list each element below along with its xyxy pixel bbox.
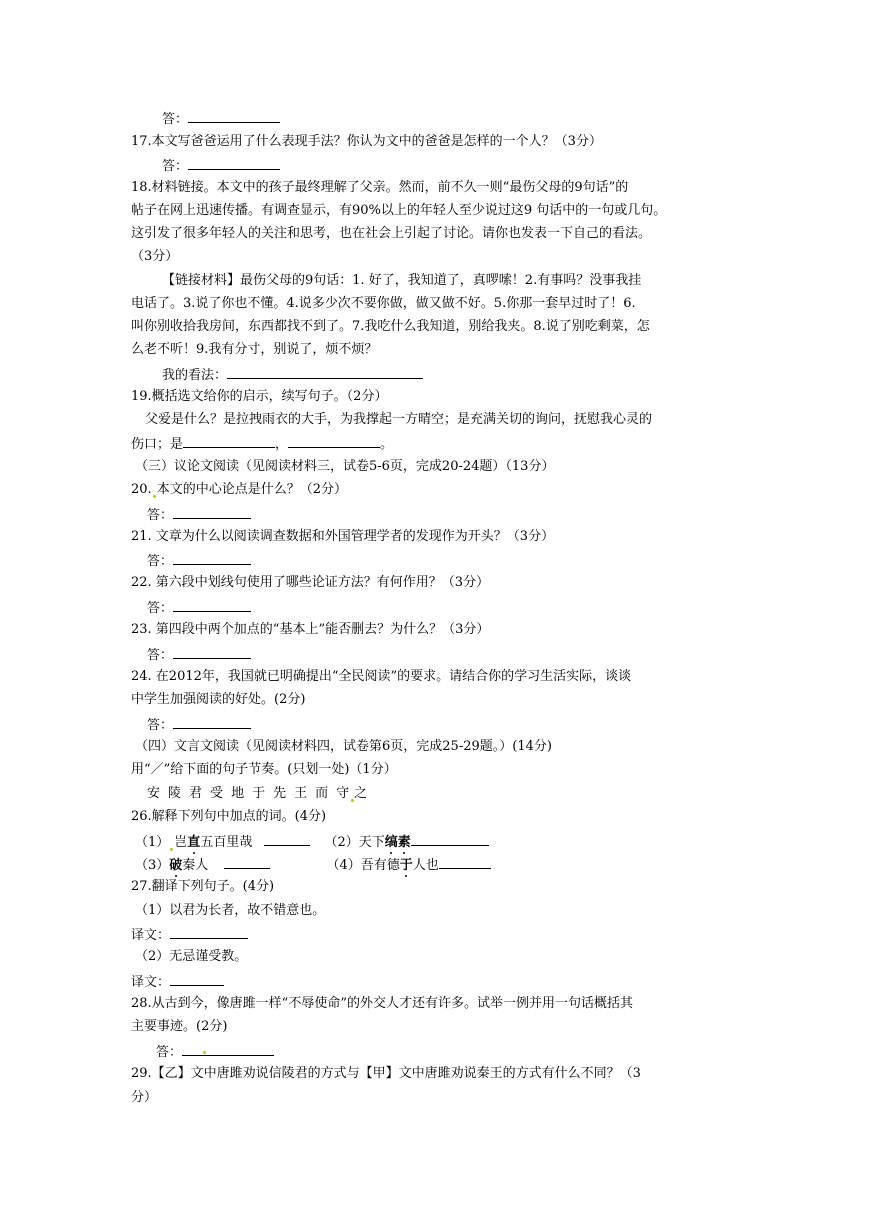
link-material-line-4: 么老不听！9.我有分寸，别说了，烦不烦？ (131, 342, 378, 357)
text-segment: 。 (380, 437, 394, 452)
item-label: （3） (135, 858, 170, 873)
answer-blank[interactable] (182, 1043, 274, 1056)
dotted-word: 直 (187, 835, 201, 850)
question-18-line-4: （3分） (131, 249, 179, 264)
answer-line-20 (147, 506, 251, 524)
answer-blank[interactable] (173, 506, 251, 519)
sentence-char[interactable]: 之 (354, 786, 368, 801)
answer-label: 答： (147, 648, 174, 663)
continuation-blank-1[interactable] (183, 435, 275, 448)
question-22: 22. 第六段中划线句使用了哪些论证方法？有何作用？（3分） (131, 575, 490, 590)
sentence-char[interactable]: 守 (336, 786, 350, 801)
dotted-word: 于 (399, 858, 413, 873)
answer-blank[interactable] (173, 599, 251, 612)
question-19: 19.概括选文给你的启示，续写句子。（2分） (131, 389, 388, 404)
sentence-char[interactable]: 王 (294, 786, 308, 801)
item-text: 岂 (174, 835, 188, 850)
answer-blank[interactable] (173, 716, 251, 729)
answer-blank[interactable] (439, 856, 491, 869)
section-3-heading: （三）议论文阅读（见阅读材料三，试卷5-6页，完成20-24题）（13分） (135, 459, 555, 474)
question-25: 用“／”给下面的句子节奏。(只划一处)（1分） (131, 762, 397, 777)
question-26-items-2 (135, 856, 491, 874)
section-4-heading: （四）文言文阅读（见阅读材料四，试卷第6页，完成25-29题。）(14分) (135, 739, 552, 754)
question-19-text-2 (131, 435, 393, 453)
link-material-line-3: 叫你别收拾我房间，东西都找不到了。7.我吃什么我知道，别给我夹。8.说了别吃剩菜，怎 (131, 319, 650, 334)
answer-blank[interactable] (188, 110, 280, 123)
answer-label: 答： (147, 508, 174, 523)
answer-label: 答： (162, 159, 189, 174)
translation-line-1 (131, 926, 248, 944)
item-label: （1） (135, 835, 170, 850)
question-text: 本文的中心论点是什么？（2分） (156, 482, 347, 497)
item-text: 人也 (412, 858, 439, 873)
link-material-line-1: 【链接材料】最伤父母的9句话：1. 好了，我知道了，真啰嗦！2.有事吗？没事我挂 (162, 273, 642, 288)
question-18-line-2: 帖子在网上迅速传播。有调查显示，有90%以上的年轻人至少说过这9 句话中的一句或几句。 (131, 203, 667, 218)
translation-line-2 (131, 973, 224, 991)
sentence-char[interactable]: 陵 (168, 786, 182, 801)
my-view-label: 我的看法： (162, 368, 228, 383)
sentence-char[interactable]: 而 (315, 786, 329, 801)
question-18-line-1: 18.材料链接。本文中的孩子最终理解了父亲。然而，前不久一则“最伤父母的9句话”的 (131, 180, 629, 195)
answer-blank[interactable] (188, 157, 280, 170)
dotted-word: 破 (169, 858, 183, 873)
answer-blank[interactable] (173, 646, 251, 659)
question-29-line-1: 29.【乙】文中唐雎劝说信陵君的方式与【甲】文中唐雎劝说秦王的方式有什么不同？（3 (131, 1066, 641, 1081)
question-19-text-1: 父爱是什么？是拉拽雨衣的大手，为我撑起一方晴空；是充满关切的询问，抚慰我心灵的 (145, 412, 653, 427)
sentence-char[interactable]: 地 (231, 786, 245, 801)
ink-speck (203, 1051, 206, 1054)
my-view-line (162, 366, 423, 384)
question-21: 21. 文章为什么以阅读调查数据和外国管理学者的发现作为开头？（3分） (131, 529, 555, 544)
translation-blank[interactable] (170, 926, 248, 939)
answer-blank[interactable] (264, 833, 310, 846)
my-view-blank[interactable] (227, 366, 423, 379)
question-number: 20. (131, 482, 152, 497)
answer-line-23 (147, 646, 251, 664)
question-24-line-2: 中学生加强阅读的好处。(2分) (131, 692, 306, 707)
question-28-line-1: 28.从古到今，像唐雎一样“不辱使命”的外交人才还有许多。试举一例并用一句话概括其 (131, 996, 633, 1011)
dotted-word: 缟 (384, 835, 398, 850)
translation-label: 译文： (131, 975, 171, 990)
ink-speck (170, 848, 173, 851)
answer-line-28 (156, 1043, 274, 1061)
rhythm-sentence (147, 786, 375, 802)
translation-label: 译文： (131, 928, 171, 943)
continuation-blank-2[interactable] (288, 435, 380, 448)
item-label: （2）天下 (324, 835, 385, 850)
answer-line-24 (147, 716, 251, 734)
sentence-char[interactable]: 于 (252, 786, 266, 801)
link-material-line-2: 电话了。3.说了你也不懂。4.说多少次不要你做，做又做不好。5.你那一套早过时了！6. (131, 296, 636, 311)
sentence-char[interactable]: 安 (147, 786, 161, 801)
translation-blank[interactable] (170, 973, 224, 986)
answer-line-22 (147, 599, 251, 617)
dotted-word: 素 (397, 835, 411, 850)
question-27-sentence-2: （2）无忌谨受教。 (135, 949, 248, 964)
ink-speck (153, 495, 156, 498)
answer-label: 答： (147, 601, 174, 616)
question-27: 27.翻译下列句子。(4分) (131, 879, 275, 894)
sentence-char[interactable]: 先 (273, 786, 287, 801)
answer-line-16 (162, 110, 280, 128)
question-24-line-1: 24. 在2012年，我国就已明确提出“全民阅读”的要求。请结合你的学习生活实际，谈谈 (131, 669, 632, 684)
item-text: 五百里哉 (200, 835, 253, 850)
sentence-char[interactable]: 受 (210, 786, 224, 801)
answer-blank[interactable] (224, 856, 270, 869)
question-23: 23. 第四段中两个加点的“基本上”能否删去？为什么？（3分） (131, 622, 490, 637)
question-17: 17.本文写爸爸运用了什么表现手法？你认为文中的爸爸是怎样的一个人？（3分） (131, 134, 602, 149)
question-26-items-1 (135, 833, 489, 851)
text-segment: 伤口；是 (131, 437, 184, 452)
question-26: 26.解释下列句中加点的词。(4分) (131, 809, 327, 824)
sentence-char[interactable]: 君 (189, 786, 203, 801)
answer-blank[interactable] (411, 833, 489, 846)
question-27-sentence-1: （1）以君为长者，故不错意也。 (135, 903, 326, 918)
answer-line-21 (147, 552, 251, 570)
text-segment: ， (275, 437, 289, 452)
question-18-line-3: 这引发了很多年轻人的关注和思考，也在社会上引起了讨论。请你也发表一下自己的看法。 (131, 226, 652, 241)
question-20 (131, 482, 347, 498)
answer-label: 答： (147, 554, 174, 569)
answer-line-17 (162, 157, 280, 175)
answer-label: 答： (147, 718, 174, 733)
question-28-line-2: 主要事迹。(2分) (131, 1019, 228, 1034)
answer-label: 答： (162, 112, 189, 127)
item-label: （4）吾有德 (326, 858, 400, 873)
item-text: 秦人 (182, 858, 209, 873)
answer-label: 答： (156, 1045, 183, 1060)
answer-blank[interactable] (173, 552, 251, 565)
question-29-line-2: 分） (131, 1090, 158, 1105)
